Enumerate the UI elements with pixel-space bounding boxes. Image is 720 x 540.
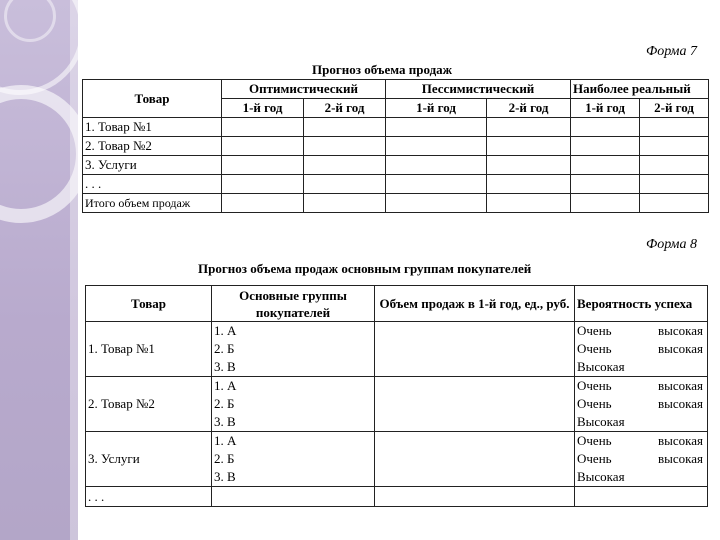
table-row [83, 156, 709, 175]
form7-header-year1: 1-й год [386, 99, 487, 118]
probability-text: Высокая [577, 414, 625, 429]
form8-row-ellipsis: . . . [86, 487, 212, 507]
group-item: 2. Б [214, 396, 235, 411]
decorative-ring [0, 85, 78, 223]
probability-text: высокая [657, 341, 703, 356]
form7-header-pessimistic: Пессимистический [386, 80, 571, 99]
table-row [83, 194, 709, 213]
group-item: 2. Б [214, 451, 235, 466]
form8-table [85, 285, 708, 507]
form8-row-product: 1. Товар №1 [86, 322, 212, 377]
form8-row-product: 2. Товар №2 [86, 377, 212, 432]
form8-row-product: 3. Услуги [86, 432, 212, 487]
probability-text: Очень [577, 341, 612, 356]
probability-text: Очень [577, 323, 612, 338]
table-row [83, 137, 709, 156]
group-item: 3. В [214, 359, 236, 374]
form8-title: Прогноз объема продаж основным группам покупателей [198, 261, 532, 276]
group-item: 2. Б [214, 341, 235, 356]
table-row [86, 432, 708, 487]
decorative-side-band [0, 0, 78, 540]
table-row [83, 118, 709, 137]
form8-header-volume: Объем продаж в 1-й год, ед., руб. [375, 286, 575, 322]
probability-text: Очень [577, 433, 612, 448]
group-item: 1. А [214, 323, 237, 338]
form8-header-product: Товар [86, 286, 212, 322]
probability-text: высокая [657, 451, 703, 466]
table-row [83, 175, 709, 194]
probability-text: высокая [657, 323, 703, 338]
form7-header-realistic: Наиболее реальный [571, 80, 709, 99]
probability-text: Очень [577, 396, 612, 411]
form7-row-label: . . . [83, 175, 222, 194]
decorative-stripe [70, 0, 78, 540]
form7-row-label: 3. Услуги [83, 156, 222, 175]
form8-label: Форма 8 [646, 237, 697, 252]
form8-header-groups: Основные группы покупателей [212, 286, 375, 322]
form8-header-probability: Вероятность успеха [575, 286, 708, 322]
form7-header-year2: 2-й год [487, 99, 571, 118]
form7-header-year1: 1-й год [222, 99, 304, 118]
form7-header-year1: 1-й год [571, 99, 640, 118]
probability-text: Очень [577, 451, 612, 466]
probability-text: Очень [577, 378, 612, 393]
probability-text: высокая [657, 396, 703, 411]
form7-row-label: 2. Товар №2 [83, 137, 222, 156]
probability-text: Высокая [577, 359, 625, 374]
form7-row-label: Итого объем продаж [83, 194, 222, 213]
form7-header-year2: 2-й год [640, 99, 709, 118]
form7-title: Прогноз объема продаж [312, 62, 453, 77]
form7-label: Форма 7 [646, 44, 697, 59]
probability-text: высокая [657, 433, 703, 448]
table-row [86, 322, 708, 377]
probability-text: Высокая [577, 469, 625, 484]
group-item: 1. А [214, 433, 237, 448]
form7-header-optimistic: Оптимистический [222, 80, 386, 99]
table-row [86, 377, 708, 432]
form7-row-label: 1. Товар №1 [83, 118, 222, 137]
group-item: 3. В [214, 469, 236, 484]
group-item: 1. А [214, 378, 237, 393]
table-row [86, 487, 708, 507]
form7-header-year2: 2-й год [304, 99, 386, 118]
form7-table [82, 79, 709, 213]
form7-header-product: Товар [83, 80, 222, 118]
probability-text: высокая [657, 378, 703, 393]
group-item: 3. В [214, 414, 236, 429]
